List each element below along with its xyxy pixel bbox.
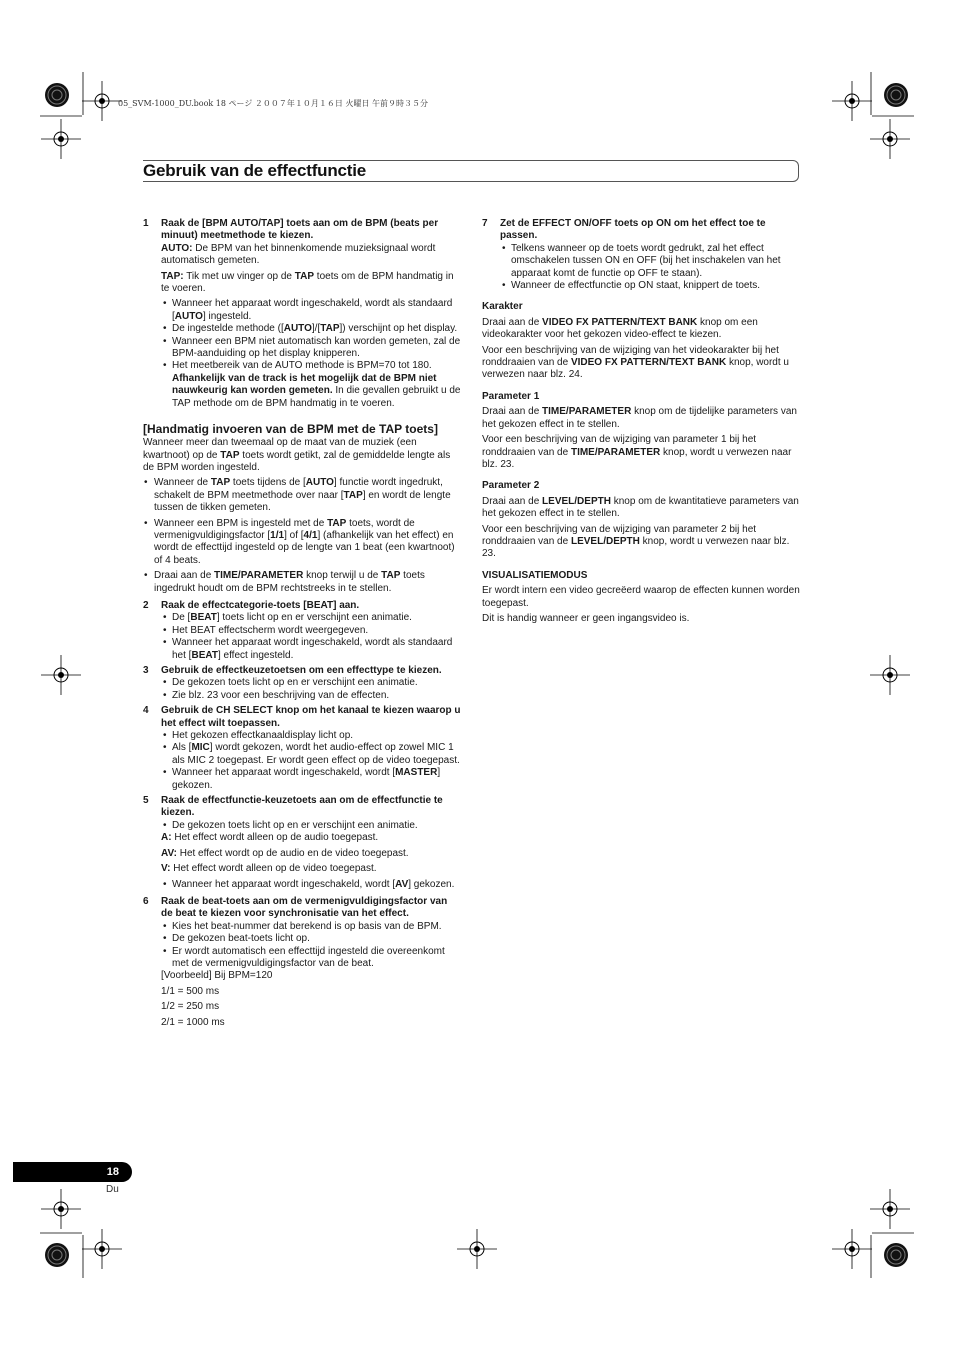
list-item: • Wanneer de TAP toets tijdens de [AUTO] functie wordt ingedrukt, schakelt de BPM meetmethode over naar [TAP] en wordt de lengte tussen de tikken gemeten. [143, 477, 461, 514]
print-info: 05_SVM-1000_DU.book 18 ページ ２００７年１０月１６日 火曜日 午前９時３５分 [118, 99, 428, 108]
list-item: • Wanneer een BPM niet automatisch kan worden gemeten, zal de BPM-aanduiding op het display knipperen. [143, 336, 461, 361]
mode-av-desc: AV: Het effect wordt op de audio en de video toegepast. [161, 847, 409, 859]
right-column [482, 218, 800, 625]
step-text: Raak de effectcategorie-toets [BEAT] aan. [161, 599, 360, 611]
paragraph: Voor een beschrijving van de wijziging van parameter 1 bij het ronddraaien van de TIME/PARAMETER knop, wordt u verwezen naar blz. 23. [482, 434, 792, 470]
step-number: 3 [143, 665, 149, 676]
parameter-2-heading: Parameter 2 [482, 480, 540, 492]
step-text: Raak de [BPM AUTO/TAP] toets aan om de BPM (beats per minuut) meetmethode te kiezen. [161, 218, 439, 242]
list-item: • Wanneer het apparaat wordt ingeschakeld, wordt als standaard het [BEAT] effect ingesteld. [143, 637, 461, 662]
step-1 [143, 218, 461, 243]
list-item: • Als [MIC] wordt gekozen, wordt het audio-effect op zowel MIC 1 als MIC 2 toegepast. Er wordt geen effect op de video toegepast. [143, 742, 461, 767]
step-7 [482, 218, 800, 243]
list-item: • Wanneer het apparaat wordt ingeschakeld, wordt [MASTER] gekozen. [143, 767, 461, 792]
paragraph: Dit is handig wanneer er geen ingangsvideo is. [482, 612, 690, 624]
list-item: • Zie blz. 23 voor een beschrijving van de effecten. [143, 690, 461, 702]
step-number: 1 [143, 218, 149, 229]
list-item: • De gekozen toets licht op en er verschijnt een animatie. [143, 820, 461, 832]
list-item: • Telkens wanneer op de toets wordt gedrukt, zal het effect omschakelen tussen ON en OFF (bij het inschakelen van het apparaat komt de functie op OFF te staan). [482, 243, 800, 280]
list-item: • Er wordt automatisch een effecttijd ingesteld die overeenkomt met de vermenigvuldigingsfactor van de beat. [143, 946, 461, 971]
list-item: • Wanneer het apparaat wordt ingeschakeld, wordt [AV] gekozen. [143, 879, 461, 891]
page-language: Du [106, 1184, 119, 1195]
step-text: Raak de effectfunctie-keuzetoets aan om de effectfunctie te kiezen. [161, 795, 443, 819]
paragraph: Voor een beschrijving van de wijziging van het videokarakter bij het ronddraaien van de VIDEO FX PATTERN/TEXT BANK knop, wordt u verwezen naar blz. 24. [482, 344, 789, 381]
list-item: • De ingestelde methode ([AUTO]/[TAP]) verschijnt op het display. [143, 323, 461, 335]
list-item: • Het gekozen effectkanaaldisplay licht op. [143, 730, 461, 742]
step-text: Zet de EFFECT ON/OFF toets op ON om het effect toe te passen. [500, 218, 766, 242]
left-column [143, 218, 461, 1029]
list-item: • De [BEAT] toets licht op en er verschijnt een animatie. [143, 612, 461, 624]
step-3 [143, 665, 461, 677]
visual-mode-heading: VISUALISATIEMODUS [482, 569, 588, 581]
page-title: Gebruik van de effectfunctie [143, 161, 367, 180]
mode-a-desc: A: Het effect wordt alleen op de audio toegepast. [161, 832, 379, 844]
step-text: Raak de beat-toets aan om de vermenigvuldigingsfactor van de beat te kiezen voor synchronisatie van het effect. [161, 895, 448, 920]
list-item: • Kies het beat-nummer dat berekend is op basis van de BPM. [143, 921, 461, 933]
paragraph: Draai aan de LEVEL/DEPTH knop om de kwantitatieve parameters van het gekozen effect in te stellen. [482, 495, 799, 520]
paragraph: Er wordt intern een video gecreëerd waarop de effecten kunnen worden toegepast. [482, 585, 800, 609]
step-2 [143, 600, 461, 612]
list-item: • Het meetbereik van de AUTO methode is BPM=70 tot 180. Afhankelijk van de track is het mogelijk dat de BPM niet nauwkeurig kan worden gemeten. In die gevallen gebruikt u de TAP methode om de BPM handmatig in te voeren. [143, 360, 461, 410]
step-number: 5 [143, 795, 149, 807]
list-item: • Draai aan de TIME/PARAMETER knop terwijl u de TAP toets ingedrukt houdt om de BPM rechtstreeks in te stellen. [143, 570, 461, 595]
step-text: Gebruik de CH SELECT knop om het kanaal te kiezen waarop u het effect wilt toepassen. [161, 705, 461, 729]
step-number: 2 [143, 599, 149, 611]
section-heading: [Handmatig invoeren van de BPM met de TAP toets] [143, 422, 438, 437]
example-row: 1/1 = 500 ms [161, 985, 220, 997]
parameter-1-heading: Parameter 1 [482, 390, 540, 402]
step-6 [143, 896, 461, 921]
list-item: • Het BEAT effectscherm wordt weergegeven. [143, 625, 461, 637]
list-item: • De gekozen toets licht op en er verschijnt een animatie. [143, 677, 461, 689]
example-heading: [Voorbeeld] Bij BPM=120 [161, 970, 273, 982]
paragraph: Voor een beschrijving van de wijziging van parameter 2 bij het ronddraaien van de LEVEL/DEPTH knop, wordt u verwezen naar blz. 23. [482, 523, 790, 560]
list-item: • Wanneer het apparaat wordt ingeschakeld, wordt als standaard [AUTO] ingesteld. [143, 298, 461, 323]
list-item: • Wanneer een BPM is ingesteld met de TAP toets, wordt de vermenigvuldigingsfactor [1/1] of [4/1] (afhankelijk van het effect) en wordt de effecttijd ingesteld op de lengte van 1 beat (een kwartnoot) of 4 beats. [143, 518, 461, 568]
karakter-heading: Karakter [482, 301, 523, 313]
step-number: 4 [143, 705, 149, 717]
step-number: 6 [143, 895, 149, 907]
tap-desc: TAP: Tik met uw vinger op de TAP toets om de BPM handmatig in te voeren. [161, 270, 454, 295]
step-5 [143, 795, 461, 820]
paragraph: Draai aan de VIDEO FX PATTERN/TEXT BANK knop om een videokarakter voor het gekozen video-effect te kiezen. [482, 316, 758, 341]
list-item: • De gekozen beat-toets licht op. [143, 933, 461, 945]
list-item: • Wanneer de effectfunctie op ON staat, knippert de toets. [482, 280, 800, 292]
tap-intro: Wanneer meer dan tweemaal op de maat van de muziek (een kwartnoot) op de TAP toets wordt getikt, zal de gemiddelde lengte als de BPM worden ingesteld. [143, 437, 451, 473]
page-number: 18 [106, 1166, 119, 1178]
example-row: 1/2 = 250 ms [161, 1001, 220, 1013]
example-row: 2/1 = 1000 ms [161, 1016, 225, 1028]
paragraph: Draai aan de TIME/PARAMETER knop om de tijdelijke parameters van het gekozen effect in te stellen. [482, 406, 797, 430]
mode-v-desc: V: Het effect wordt alleen op de video toegepast. [161, 863, 377, 875]
step-text: Gebruik de effectkeuzetoetsen om een effecttype te kiezen. [161, 665, 442, 676]
step-4 [143, 705, 461, 730]
auto-desc: AUTO: De BPM van het binnenkomende muzieksignaal wordt automatisch gemeten. [161, 242, 436, 267]
step-number: 7 [482, 218, 488, 229]
